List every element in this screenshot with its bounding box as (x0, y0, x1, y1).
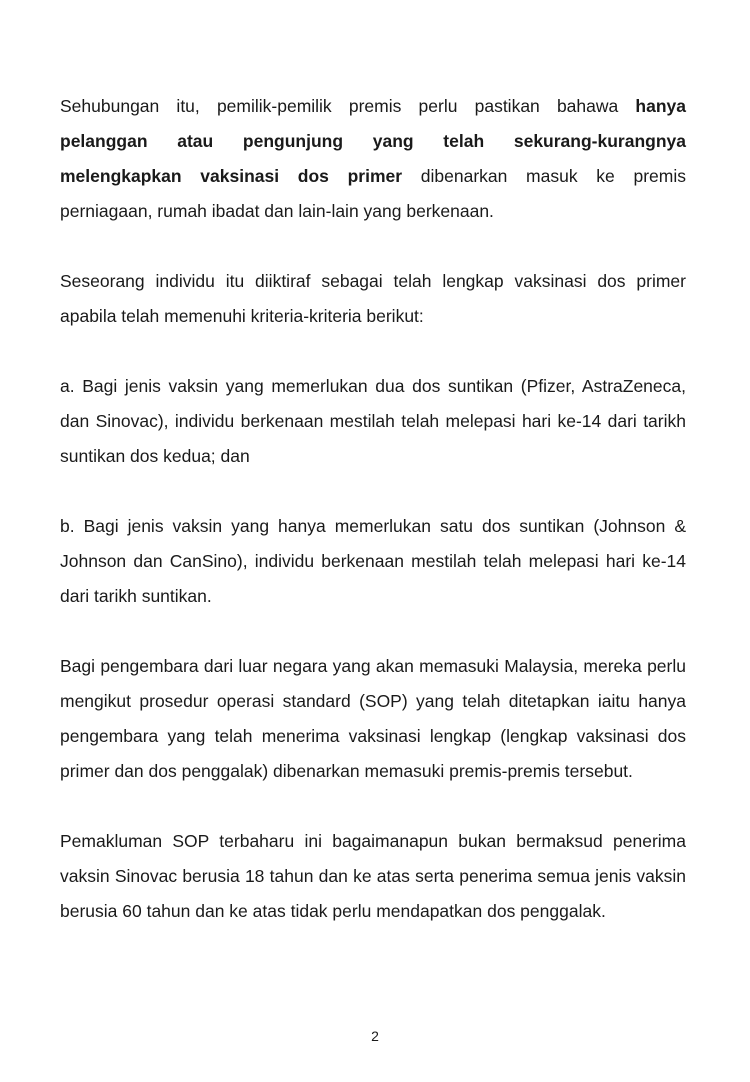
paragraph-criteria-intro: Seseorang individu itu diiktiraf sebagai telah lengkap vaksinasi dos primer apabila telah memenuhi kriteria-kriteria berikut: (60, 271, 686, 326)
bold-requirement-text: hanya pelanggan atau pengunjung yang telah sekurang-kurangnya melengkapkan vaksinasi dos primer (60, 96, 686, 186)
paragraph-premises-requirement (60, 89, 686, 229)
list-item-two-dose: a. Bagi jenis vaksin yang memerlukan dua dos suntikan (Pfizer, AstraZeneca, dan Sinovac), individu berkenaan mestilah telah melepasi hari ke-14 dari tarikh suntikan dos kedua; dan (60, 376, 686, 466)
paragraph-spacer (60, 789, 686, 824)
page-number: 2 (371, 1028, 379, 1044)
paragraph-text: Sehubungan itu, pemilik-pemilik premis perlu pastikan bahawa (60, 96, 636, 116)
paragraph-spacer (60, 614, 686, 649)
paragraph-spacer (60, 334, 686, 369)
paragraph-text: dibenarkan masuk ke premis perniagaan, rumah ibadat dan lain-lain yang berkenaan. (60, 166, 686, 221)
paragraph-spacer (60, 474, 686, 509)
list-item-single-dose: b. Bagi jenis vaksin yang hanya memerlukan satu dos suntikan (Johnson & Johnson dan CanSino), individu berkenaan mestilah telah melepasi hari ke-14 dari tarikh suntikan. (60, 516, 686, 606)
paragraph-spacer (60, 229, 686, 264)
document-body (60, 89, 686, 929)
paragraph-travellers: Bagi pengembara dari luar negara yang akan memasuki Malaysia, mereka perlu mengikut prosedur operasi standard (SOP) yang telah ditetapkan iaitu hanya pengembara yang telah menerima vaksinasi lengkap (lengkap vaksinasi dos primer dan dos penggalak) dibenarkan memasuki premis-premis tersebut. (60, 656, 686, 781)
paragraph-booster-notice: Pemakluman SOP terbaharu ini bagaimanapun bukan bermaksud penerima vaksin Sinovac berusia 18 tahun dan ke atas serta penerima semua jenis vaksin berusia 60 tahun dan ke atas tidak perlu mendapatkan dos penggalak. (60, 831, 686, 921)
